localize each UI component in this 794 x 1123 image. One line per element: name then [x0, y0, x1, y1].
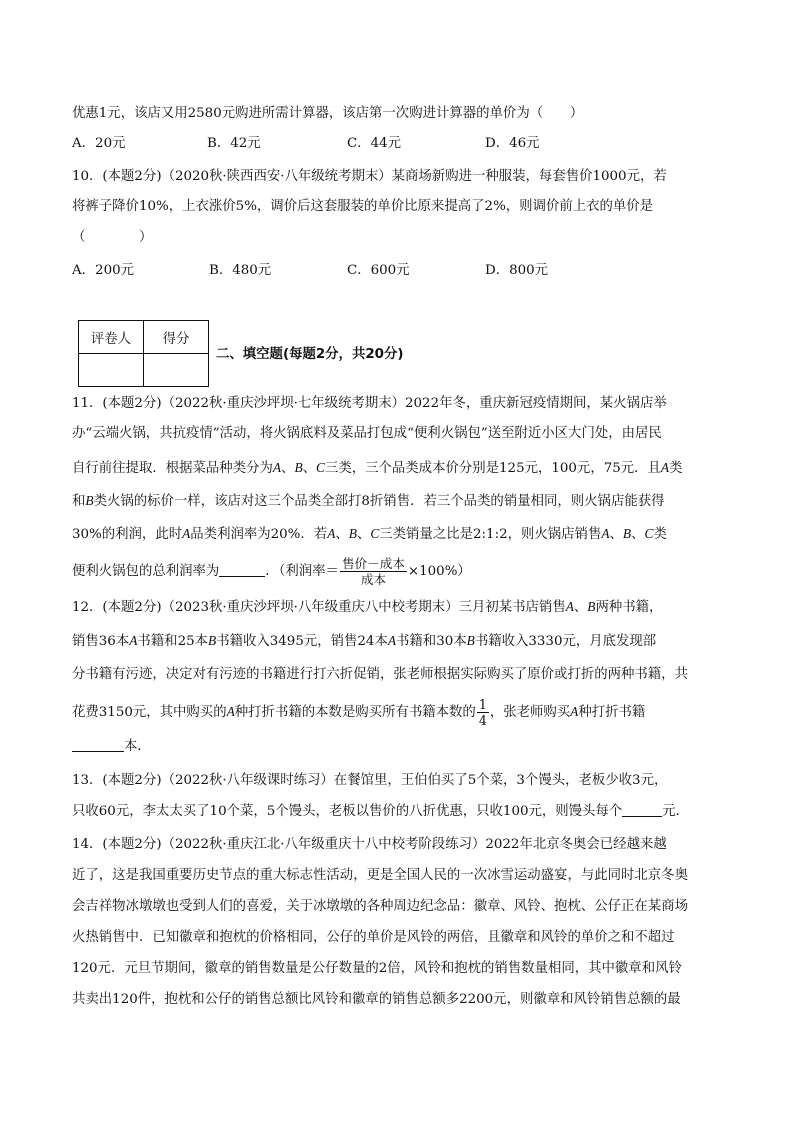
score-table-score-header: 得分 [144, 321, 209, 354]
q11-answer-blank[interactable] [219, 562, 265, 577]
q11-line-4: 和B类火锅的标价一样，该店对这三个品类全部打8折销售．若三个品类的销量相同，则火锅店能获得 [72, 493, 665, 509]
q11-line-3: 自行前往提取．根据菜品种类分为A、B、C三类，三个品类成本价分别是125元，100元，75元．且A类 [72, 460, 683, 476]
q10-choice-d[interactable]: D．800元 [485, 263, 549, 278]
q10-answer-bracket: （ ） [72, 230, 153, 245]
q11-line-1: 11．(本题2分)（2022秋·重庆沙坪坝·七年级统考期末）2022年冬，重庆新冠疫情期间，某火锅店举 [72, 396, 667, 411]
score-table-grader-header: 评卷人 [79, 321, 144, 354]
q12-fraction: $\frac{1}{4}$ [478, 697, 487, 728]
section-title: 二、填空题(每题2分，共20分) [216, 347, 404, 362]
q14-line-2: 近了，这是我国重要历史节点的重大标志性活动，更是全国人民的一次冰雪运动盛宴，与此同时北京冬奥 [72, 868, 688, 883]
q9-choice-b[interactable]: B．42元 [207, 136, 261, 151]
q12-line-1: 12．(本题2分)（2023秋·重庆沙坪坝·八年级重庆八中校考期末）三月初某书店销售A、B两种书籍， [72, 599, 663, 615]
q13-line-1: 13．(本题2分)（2022秋·八年级课时练习）在餐馆里，王伯伯买了5个菜，3个馒头，老板少收3元， [72, 773, 668, 788]
q11-profit-fraction: $\frac{\text{售价－成本}}{\text{成本}}$ [341, 556, 405, 587]
q9-line-1: 优惠1元，该店又用2580元购进所需计算器，该店第一次购进计算器的单价为（ ） [72, 106, 584, 121]
q11-line-5: 30%的利润，此时A品类利润率为20%．若A、B、C三类销量之比是2:1:2，则火锅店销售A、B、C类 [72, 526, 667, 542]
q14-line-4: 火热销售中．已知徽章和抱枕的价格相同，公仔的单价是风铃的两倍，且徽章和风铃的单价之和不超过 [72, 930, 675, 945]
q14-line-3: 会吉祥物冰墩墩也受到人们的喜爱，关于冰墩墩的各种周边纪念品：徽章、风铃、抱枕、公仔正在某商场 [72, 899, 688, 914]
q11-line-6: 便利火锅包的总利润率为 ．（利润率＝ $\frac{\text{售价－成本}}{\text{成本}}$ ×100%） [72, 556, 471, 587]
q12-line-5: 本． [72, 737, 151, 757]
q14-line-5: 120元．元旦节期间，徽章的销售数量是公仔数量的2倍，风铃和抱枕的销售数量相同，其中徽章和风铃 [72, 961, 682, 976]
q14-line-6: 共卖出120件，抱枕和公仔的销售总额比风铃和徽章的销售总额多2200元，则徽章和风铃销售总额的最 [72, 992, 681, 1007]
q9-choice-c[interactable]: C．44元 [347, 136, 402, 151]
q10-line-1: 10．(本题2分)（2020秋·陕西西安·八年级统考期末）某商场新购进一种服装，每套售价1000元，若 [72, 169, 667, 184]
q12-line-2: 销售36本A书籍和25本B书籍收入3495元，销售24本A书籍和30本B书籍收入3330元，月底发现部 [72, 633, 657, 649]
q10-line-2: 将裤子降价10%，上衣涨价5%，调价后这套服装的单价比原来提高了2%，则调价前上衣的单价是 [72, 199, 654, 214]
q10-choice-a[interactable]: A．200元 [72, 263, 135, 278]
q10-choice-c[interactable]: C．600元 [347, 263, 410, 278]
q13-line-2: 只收60元，李太太买了10个菜，5个馒头，老板以售价的八折优惠，只收100元，则馒头每个 元． [72, 804, 689, 819]
q12-line-3: 分书籍有污迹，决定对有污迹的书籍进行打六折促销，张老师根据实际购买了原价或打折的两种书籍，共 [72, 667, 688, 682]
score-table [78, 320, 209, 387]
q13-answer-blank[interactable] [622, 802, 662, 817]
q9-choice-d[interactable]: D．46元 [485, 136, 540, 151]
score-table-grader-cell[interactable] [79, 354, 144, 387]
q12-line-4: 花费3150元，其中购买的A种打折书籍的本数是购买所有书籍本数的 $\frac{1}{4}$ ，张老师购买A种打折书籍 [72, 697, 646, 728]
q14-line-1: 14．(本题2分)（2022秋·重庆江北·八年级重庆十八中校考阶段练习）2022年北京冬奥会已经越来越 [72, 837, 667, 852]
q9-choice-a[interactable]: A．20元 [72, 136, 126, 151]
q12-answer-blank[interactable] [72, 737, 124, 752]
score-table-score-cell[interactable] [144, 354, 209, 387]
q10-choice-b[interactable]: B．480元 [209, 263, 272, 278]
q11-line-2: 办“云端火锅，共抗疫情”活动，将火锅底料及菜品打包成“便利火锅包”送至附近小区大门处，由居民 [72, 426, 662, 441]
